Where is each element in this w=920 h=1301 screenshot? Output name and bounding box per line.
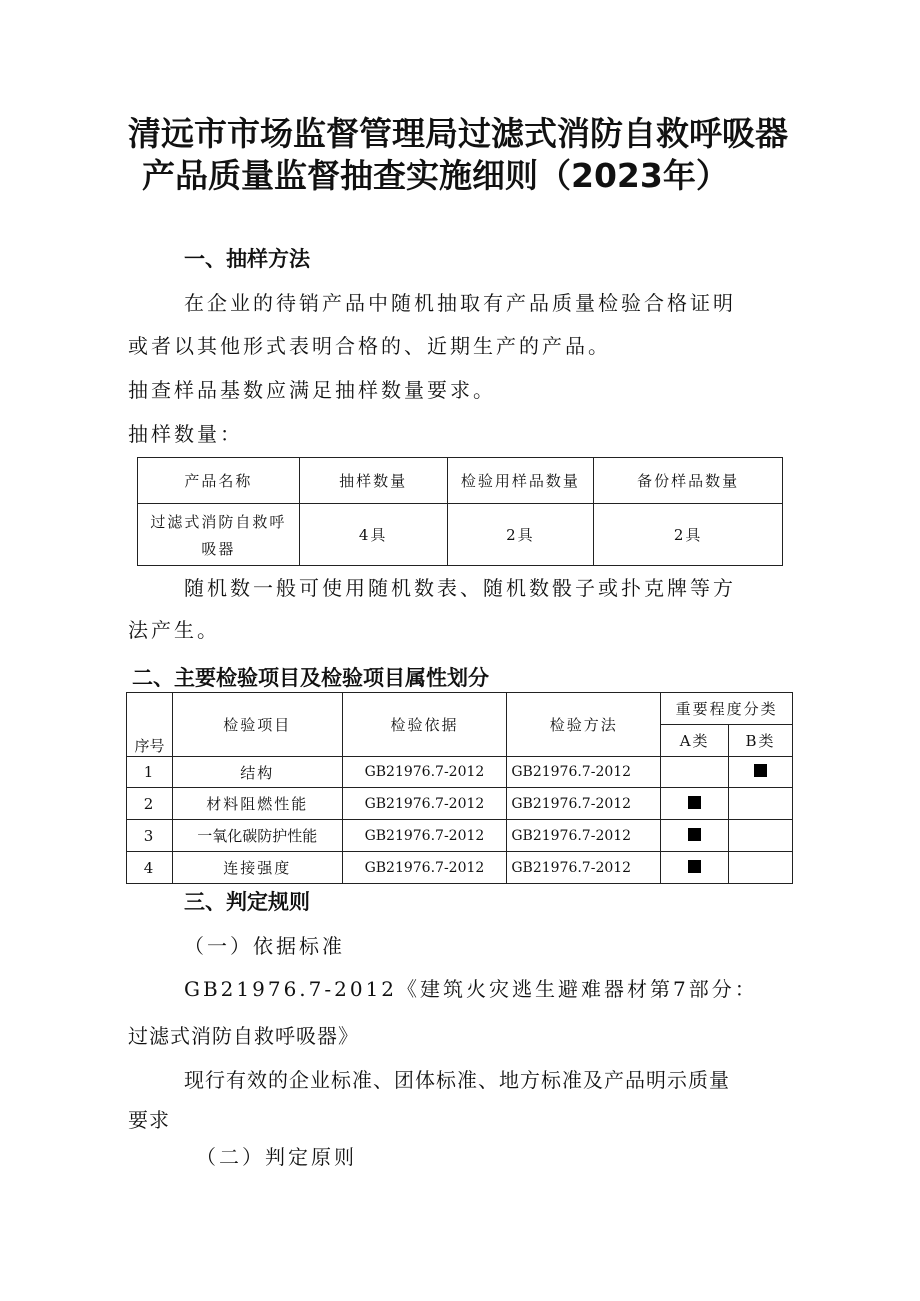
row-basis: GB21976.7-2012 xyxy=(342,757,507,788)
sampling-table xyxy=(137,457,783,566)
header-basis: 检验依据 xyxy=(342,693,507,757)
table-row xyxy=(127,757,793,788)
header-product-name: 产品名称 xyxy=(138,458,300,504)
row-method: GB21976.7-2012 xyxy=(507,757,661,788)
row-class-b xyxy=(729,852,793,884)
row-item: 材料阻燃性能 xyxy=(172,788,342,820)
header-class-a: A类 xyxy=(661,725,729,757)
row-class-a xyxy=(661,788,729,820)
section3-para-line2: 要求 xyxy=(128,1108,170,1132)
row-method: GB21976.7-2012 xyxy=(507,820,661,852)
section3-sub1: （一）依据标准 xyxy=(184,934,345,958)
row-class-a xyxy=(661,757,729,788)
section3-sub2: （二）判定原则 xyxy=(196,1145,357,1169)
inspection-header-row1 xyxy=(127,693,793,725)
row-class-b xyxy=(729,757,793,788)
cell-product-name xyxy=(138,504,300,566)
header-index: 序号 xyxy=(127,693,173,757)
row-index: 2 xyxy=(127,788,173,820)
row-class-a xyxy=(661,820,729,852)
table-row xyxy=(127,852,793,884)
row-index: 3 xyxy=(127,820,173,852)
row-index: 4 xyxy=(127,852,173,884)
header-method: 检验方法 xyxy=(507,693,661,757)
header-class-b: B类 xyxy=(729,725,793,757)
mark-square-icon xyxy=(688,860,701,873)
mark-square-icon xyxy=(688,796,701,809)
cell-sample-qty: 4具 xyxy=(299,504,447,566)
row-class-b xyxy=(729,788,793,820)
row-class-b xyxy=(729,820,793,852)
row-item: 一氧化碳防护性能 xyxy=(172,820,342,852)
row-index: 1 xyxy=(127,757,173,788)
section1-heading: 一、抽样方法 xyxy=(184,247,310,271)
section1-para4-line2: 法产生。 xyxy=(128,618,220,642)
row-method: GB21976.7-2012 xyxy=(507,852,661,884)
row-item: 结构 xyxy=(172,757,342,788)
cell-backup-qty: 2具 xyxy=(594,504,783,566)
sampling-table-row xyxy=(138,504,783,566)
section1-para1-line1: 在企业的待销产品中随机抽取有产品质量检验合格证明 xyxy=(184,291,736,315)
header-test-qty: 检验用样品数量 xyxy=(447,458,594,504)
cell-test-qty: 2具 xyxy=(447,504,594,566)
row-basis: GB21976.7-2012 xyxy=(342,788,507,820)
document-title-line2: 产品质量监督抽查实施细则（2023年） xyxy=(142,156,729,195)
header-sample-qty: 抽样数量 xyxy=(299,458,447,504)
mark-square-icon xyxy=(754,764,767,777)
section1-para1-line2: 或者以其他形式表明合格的、近期生产的产品。 xyxy=(128,334,611,358)
section1-para3: 抽样数量： xyxy=(128,422,243,446)
document-title-line1: 清远市市场监督管理局过滤式消防自救呼吸器 xyxy=(128,114,788,153)
row-basis: GB21976.7-2012 xyxy=(342,820,507,852)
row-class-a xyxy=(661,852,729,884)
inspection-table xyxy=(126,692,793,884)
table-row xyxy=(127,820,793,852)
section2-heading: 二、主要检验项目及检验项目属性划分 xyxy=(132,666,489,690)
header-backup-qty: 备份样品数量 xyxy=(594,458,783,504)
section3-para-line1: 现行有效的企业标准、团体标准、地方标准及产品明示质量 xyxy=(184,1068,730,1092)
row-item: 连接强度 xyxy=(172,852,342,884)
section3-heading: 三、判定规则 xyxy=(184,890,310,914)
section1-para4-line1: 随机数一般可使用随机数表、随机数骰子或扑克牌等方 xyxy=(184,576,736,600)
table-row xyxy=(127,788,793,820)
section1-para2: 抽查样品基数应满足抽样数量要求。 xyxy=(128,378,496,402)
section3-std-line2: 过滤式消防自救呼吸器》 xyxy=(128,1024,359,1048)
product-name-line2: 吸器 xyxy=(201,539,236,558)
row-method: GB21976.7-2012 xyxy=(507,788,661,820)
section3-std-line1: GB21976.7-2012《建筑火灾逃生避难器材第7部分： xyxy=(184,977,758,1001)
header-importance: 重要程度分类 xyxy=(661,693,793,725)
header-item: 检验项目 xyxy=(172,693,342,757)
sampling-table-header xyxy=(138,458,783,504)
row-basis: GB21976.7-2012 xyxy=(342,852,507,884)
product-name-line1: 过滤式消防自救呼 xyxy=(150,512,287,531)
mark-square-icon xyxy=(688,828,701,841)
